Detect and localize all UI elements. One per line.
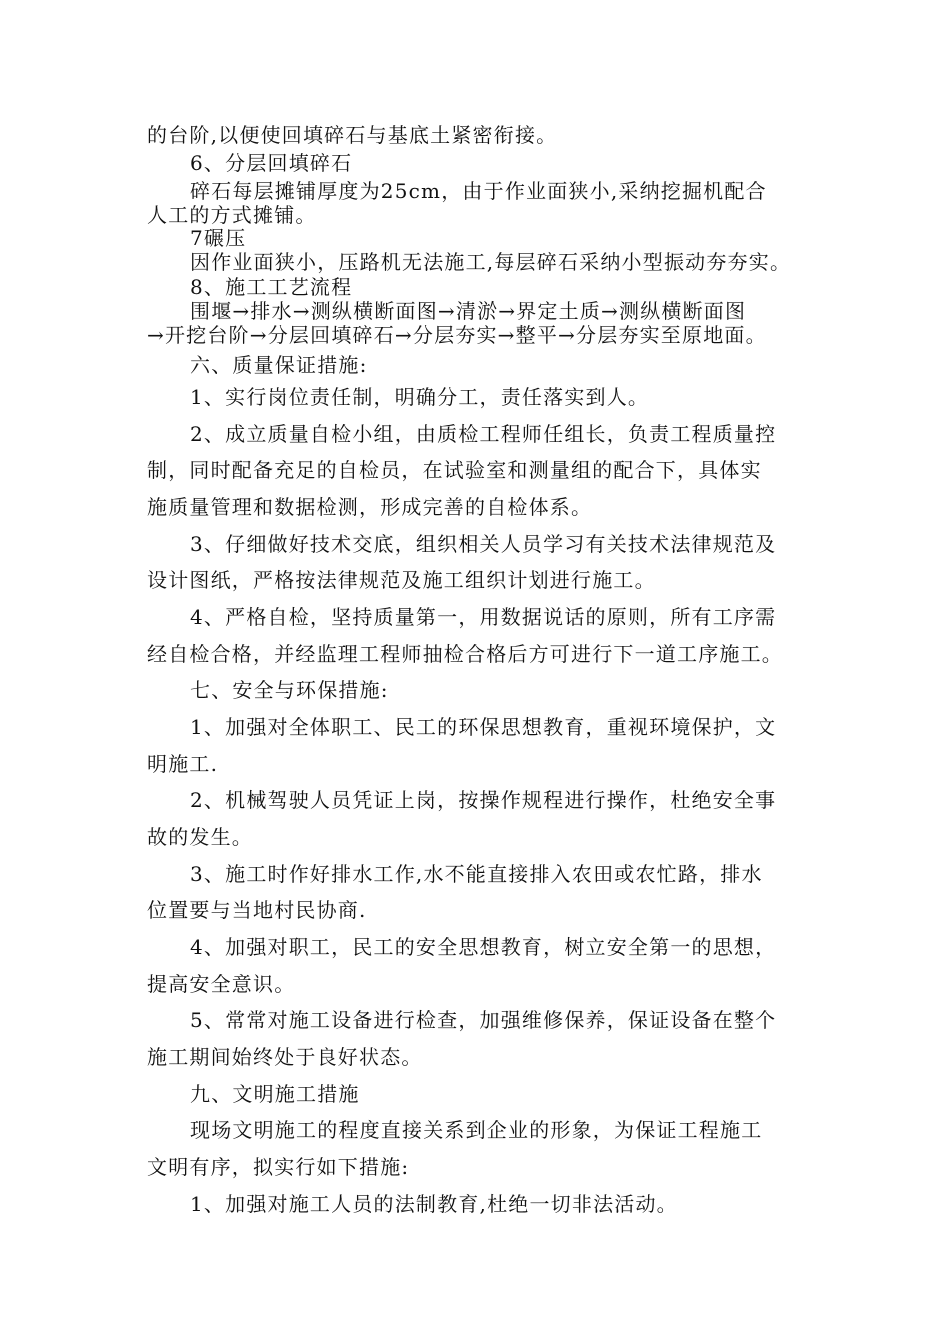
text-line: 设计图纸，严格按法律规范及施工组织计划进行施工。 xyxy=(147,568,656,592)
text-line: 4、严格自检，坚持质量第一，用数据说话的原则，所有工序需 xyxy=(190,605,777,629)
section-heading: 7碾压 xyxy=(190,226,247,250)
text-line: 因作业面狭小，压路机无法施工,每层碎石采纳小型振动夯夯实。 xyxy=(190,250,792,274)
text-line: 1、加强对施工人员的法制教育,杜绝一切非法活动。 xyxy=(190,1192,678,1216)
text-line: 3、仔细做好技术交底，组织相关人员学习有关技术法律规范及 xyxy=(190,532,777,556)
text-line: 位置要与当地村民协商. xyxy=(147,898,367,922)
text-line: 提高安全意识。 xyxy=(147,972,296,996)
section-heading: 六、质量保证措施: xyxy=(190,353,368,377)
text-line: 施质量管理和数据检测，形成完善的自检体系。 xyxy=(147,495,593,519)
text-line: 5、常常对施工设备进行检查，加强维修保养，保证设备在整个 xyxy=(190,1008,777,1032)
text-line: 故的发生。 xyxy=(147,825,253,849)
text-line: 2、成立质量自检小组，由质检工程师任组长，负责工程质量控 xyxy=(190,422,777,446)
text-line: 现场文明施工的程度直接关系到企业的形象，为保证工程施工 xyxy=(190,1118,763,1142)
text-line: 1、加强对全体职工、民工的环保思想教育，重视环境保护，文 xyxy=(190,715,777,739)
section-heading: 6、分层回填碎石 xyxy=(190,151,353,175)
text-line: 制，同时配备充足的自检员，在试验室和测量组的配合下，具体实 xyxy=(147,458,762,482)
text-line: 3、施工时作好排水工作,水不能直接排入农田或农忙路，排水 xyxy=(190,862,763,886)
text-line: 碎石每层摊铺厚度为25cm，由于作业面狭小,采纳挖掘机配合 xyxy=(190,179,767,203)
text-line: →开挖台阶→分层回填碎石→分层夯实→整平→分层夯实至原地面。 xyxy=(147,323,767,347)
text-line: 施工期间始终处于良好状态。 xyxy=(147,1045,423,1069)
section-heading: 七、安全与环保措施: xyxy=(190,678,389,702)
text-line: 围堰→排水→测纵横断面图→清淤→界定土质→测纵横断面图 xyxy=(190,299,747,323)
section-heading: 8、施工工艺流程 xyxy=(190,275,353,299)
text-line: 1、实行岗位责任制，明确分工，责任落实到人。 xyxy=(190,385,650,409)
text-line: 经自检合格，并经监理工程师抽检合格后方可进行下一道工序施工。 xyxy=(147,642,783,666)
text-line: 人工的方式摊铺。 xyxy=(147,203,317,227)
section-heading: 九、文明施工措施 xyxy=(190,1082,360,1106)
text-line: 的台阶,以便使回填碎石与基底土紧密衔接。 xyxy=(147,123,558,147)
text-line: 4、加强对职工，民工的安全思想教育，树立安全第一的思想， xyxy=(190,935,777,959)
text-line: 2、机械驾驶人员凭证上岗，按操作规程进行操作，杜绝安全事 xyxy=(190,788,777,812)
text-line: 明施工. xyxy=(147,752,219,776)
text-line: 文明有序，拟实行如下措施: xyxy=(147,1155,410,1179)
